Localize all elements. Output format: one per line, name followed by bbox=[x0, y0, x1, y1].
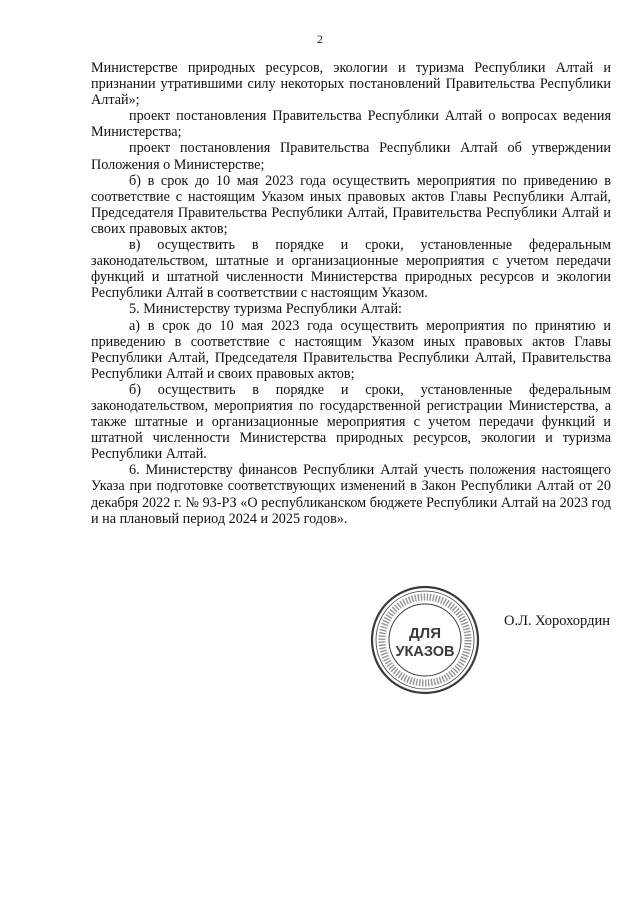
document-body bbox=[91, 60, 611, 527]
page-number: 2 bbox=[317, 32, 323, 46]
paragraph: 6. Министерству финансов Республики Алтай учесть положения настоящего Указа при подготовке соответствующих изменений в Закон Республики Алтай от 20 декабря 2022 г. № 93-РЗ «О республиканском бюджете Республики Алтай на 2023 год и на плановый период 2024 и 2025 годов». bbox=[91, 462, 611, 527]
paragraph: проект постановления Правительства Республики Алтай об утверждении Положения о Министерстве; bbox=[91, 140, 611, 173]
paragraph: а) в срок до 10 мая 2023 года осуществить мероприятия по принятию и приведению в соответствие с настоящим Указом иных правовых актов Главы Республики Алтай, Председателя Правительства Республики Алтай, Правительства Республики Алтай и своих правовых актов; bbox=[91, 317, 611, 382]
paragraph: Министерстве природных ресурсов, экологии и туризма Республики Алтай и признании утратившими силу некоторых постановлений Правительства Республики Алтай»; bbox=[91, 60, 611, 109]
paragraph: в) осуществить в порядке и сроки, установленные федеральным законодательством, штатные и организационные мероприятия с учетом передачи функций и штатной численности Министерства природных ресурсов и экологии Республики Алтай в соответствии с настоящим Указом. bbox=[91, 237, 611, 302]
paragraph: проект постановления Правительства Республики Алтай о вопросах ведения Министерства; bbox=[91, 108, 611, 141]
seal-icon bbox=[370, 585, 480, 695]
official-seal bbox=[370, 585, 480, 695]
paragraph: б) в срок до 10 мая 2023 года осуществить мероприятия по приведению в соответствие с настоящим Указом иных правовых актов Главы Республики Алтай, Председателя Правительства Республики Алтай, Правительства Республики Алтай и своих правовых актов; bbox=[91, 172, 611, 237]
paragraph: 5. Министерству туризма Республики Алтай: bbox=[129, 301, 402, 318]
paragraph: б) осуществить в порядке и сроки, установленные федеральным законодательством, мероприятия по государственной регистрации Министерства, а также штатные и организационные мероприятия с учетом передачи функций и штатной численности Министерства природных ресурсов, экологии и туризма Республики Алтай. bbox=[91, 381, 611, 463]
svg-text:УКАЗОВ: УКАЗОВ bbox=[395, 644, 455, 660]
signatory-name: О.Л. Хорохордин bbox=[503, 613, 610, 629]
svg-text:ДЛЯ: ДЛЯ bbox=[409, 625, 441, 642]
